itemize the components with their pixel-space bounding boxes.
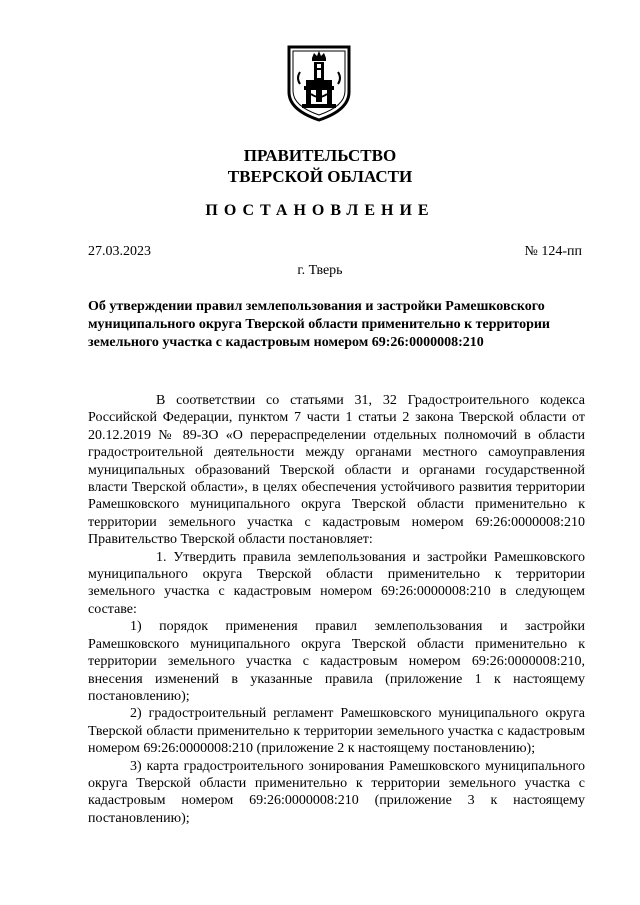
tver-coat-of-arms-icon — [286, 44, 352, 122]
list-item: 1) порядок применения правил землепользования и застройки Рамешковского муниципального округа Тверской области применительно к территории земельного участка с кадастровым номером 69:26:0000008:210, внесения изменений в указанные правила (приложение 1 к настоящему постановлению); — [88, 619, 585, 704]
preamble-paragraph: В соответствии со статьями 31, 32 Градостроительного кодекса Российской Федерации, пунктом 7 части 1 статьи 2 закона Тверской области от 20.12.2019 № 89-ЗО «О перераспределении отдельных полномочий в области градостроительной деятельности между органами местного самоуправления муниципальных образований Тверской области и органами государственной власти Тверской области», в целях обеспечения устойчивого развития территории Рамешковского муниципального округа Тверской области применительно к территории земельного участка с кадастровым номером 69:26:0000008:210 Правительство Тверской области постановляет: — [88, 393, 585, 548]
list-item: 3) карта градостроительного зонирования Рамешковского муниципального округа Тверской области применительно к территории земельного участка с кадастровым номером 69:26:0000008:210 (приложение 3 к настоящему постановлению); — [88, 758, 585, 826]
point-1-paragraph: 1. Утвердить правила землепользования и застройки Рамешковского муниципального округа Тверской области применительно к территории земельного участка с кадастровым номером 69:26:0000008:210 в следующем составе: — [88, 549, 585, 617]
document-body — [88, 392, 585, 827]
government-name-line2: ТВЕРСКОЙ ОБЛАСТИ — [227, 167, 413, 186]
document-type-heading: ПОСТАНОВЛЕНИЕ — [205, 202, 435, 219]
list-item: 2) градостроительный регламент Рамешковского муниципального округа Тверской области применительно к территории земельного участка с кадастровым номером 69:26:0000008:210 (приложение 2 к настоящему постановлению); — [88, 706, 585, 757]
document-title: Об утверждении правил землепользования и застройки Рамешковского муниципального округа Тверской области применительно к территории земельного участка с кадастровым номером 69:26:0000008:210 — [88, 299, 550, 350]
document-number: № 124-пп — [524, 244, 582, 259]
government-name-line1: ПРАВИТЕЛЬСТВО — [243, 146, 397, 165]
document-date: 27.03.2023 — [88, 244, 151, 259]
document-city: г. Тверь — [297, 263, 343, 278]
